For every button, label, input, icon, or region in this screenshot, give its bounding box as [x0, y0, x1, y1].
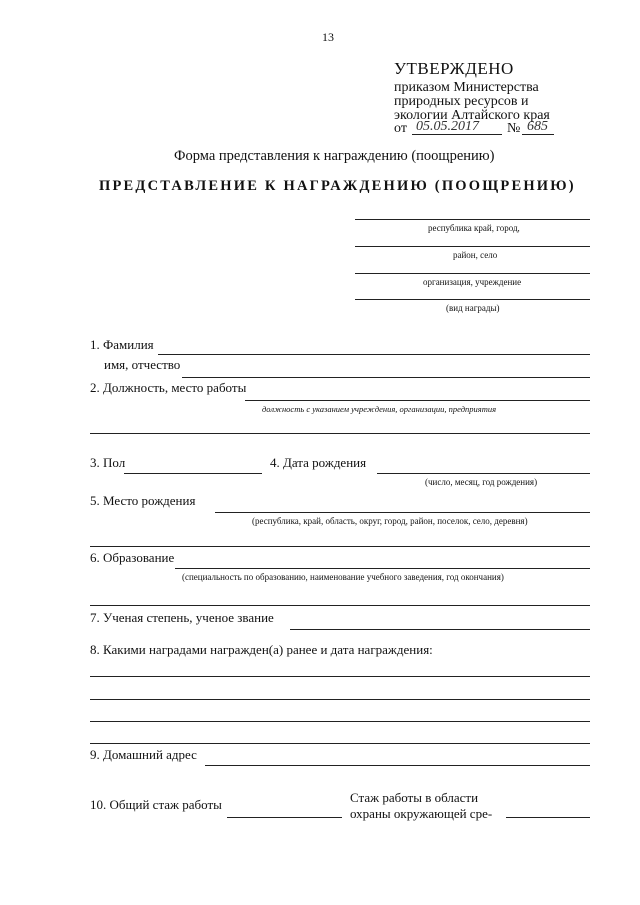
- field-2-line[interactable]: [245, 400, 590, 401]
- field-9-label: 9. Домашний адрес: [90, 747, 197, 762]
- field-6-label: 6. Образование: [90, 550, 175, 565]
- approval-date-value: 05.05.2017: [416, 119, 479, 134]
- field-5-hint: (республика, край, область, округ, город, район, поселок, село, деревня): [252, 516, 528, 526]
- field-3-label: 3. Пол: [90, 455, 126, 470]
- approval-number-underline: [522, 134, 554, 135]
- field-2-line-2[interactable]: [90, 433, 590, 434]
- field-9-line[interactable]: [205, 765, 590, 766]
- field-2-hint: должность с указанием учреждения, организации, предприятия: [262, 404, 497, 414]
- field-8-label: 8. Какими наградами награжден(а) ранее и дата награждения:: [90, 642, 433, 657]
- field-8-line-1[interactable]: [90, 676, 590, 677]
- form-title: ПРЕДСТАВЛЕНИЕ К НАГРАЖДЕНИЮ (ПООЩРЕНИЮ): [99, 178, 576, 194]
- header-line-2: [355, 246, 590, 247]
- header-line-3: [355, 273, 590, 274]
- field-8-line-4[interactable]: [90, 743, 590, 744]
- field-10-right-line-1: Стаж работы в области: [350, 790, 479, 805]
- field-6-line[interactable]: [175, 568, 590, 569]
- approval-number-value: 685: [527, 119, 548, 134]
- approval-number-prefix: №: [507, 121, 521, 136]
- field-8-line-2[interactable]: [90, 699, 590, 700]
- field-4-line[interactable]: [377, 473, 590, 474]
- field-10-right-line-2: охраны окружающей сре-: [350, 806, 493, 821]
- field-4-label: 4. Дата рождения: [270, 455, 367, 470]
- approval-line-1: приказом Министерства: [394, 80, 539, 95]
- field-8-line-3[interactable]: [90, 721, 590, 722]
- page-number: 13: [322, 30, 334, 44]
- field-7-line[interactable]: [290, 629, 590, 630]
- header-hint-3: организация, учреждение: [423, 277, 522, 287]
- field-1-sub-line[interactable]: [182, 377, 590, 378]
- header-line-1: [355, 219, 590, 220]
- field-10-line[interactable]: [227, 817, 342, 818]
- field-10-label: 10. Общий стаж работы: [90, 797, 222, 812]
- approval-date-prefix: от: [394, 121, 407, 136]
- field-6-hint: (специальность по образованию, наименование учебного заведения, год окончания): [182, 572, 504, 582]
- field-1-line[interactable]: [158, 354, 590, 355]
- field-1-sub-label: имя, отчество: [104, 357, 181, 372]
- field-7-label: 7. Ученая степень, ученое звание: [90, 610, 274, 625]
- field-5-line[interactable]: [215, 512, 590, 513]
- header-hint-4: (вид награды): [446, 303, 500, 313]
- approval-line-2: природных ресурсов и: [394, 94, 529, 109]
- field-5-label: 5. Место рождения: [90, 493, 196, 508]
- header-line-4: [355, 299, 590, 300]
- field-6-line-2[interactable]: [90, 605, 590, 606]
- field-2-label: 2. Должность, место работы: [90, 380, 247, 395]
- field-10-right-line[interactable]: [506, 817, 590, 818]
- field-3-line[interactable]: [124, 473, 262, 474]
- field-1-label: 1. Фамилия: [90, 337, 154, 352]
- approval-date-underline: [412, 134, 502, 135]
- approval-line-3: экологии Алтайского края: [394, 108, 550, 123]
- approval-heading: УТВЕРЖДЕНО: [394, 59, 514, 78]
- header-hint-2: район, село: [453, 250, 498, 260]
- form-caption: Форма представления к награждению (поощрению): [174, 148, 495, 164]
- field-5-line-2[interactable]: [90, 546, 590, 547]
- field-4-hint: (число, месяц, год рождения): [425, 477, 538, 487]
- header-hint-1: республика край, город,: [428, 223, 520, 233]
